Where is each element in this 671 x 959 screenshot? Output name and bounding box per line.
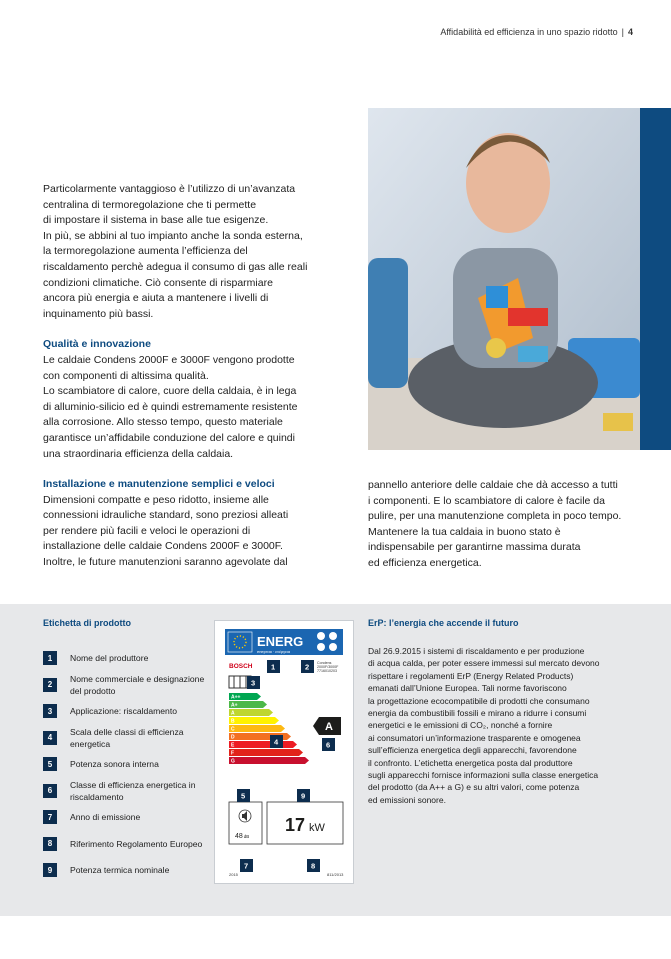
install-cont-line: i componenti. E lo scambiatore di calore è facile da	[368, 494, 605, 507]
product-label-title: Etichetta di prodotto	[43, 618, 131, 628]
intro-line: centralina di termoregolazione che ti permette	[43, 198, 257, 211]
legend-item	[43, 725, 213, 752]
legend-text: Nome commerciale e designazione del prodotto	[70, 673, 205, 696]
label-callout-number: 9	[301, 791, 306, 801]
erp-line: il confronto. L’etichetta energetica posta dal produttore	[368, 757, 573, 768]
legend-text: Riferimento Regolamento Europeo	[70, 838, 203, 849]
photo-illustration	[368, 108, 640, 450]
erp-line: energetici e le emissioni di CO₂, nonché a fornire	[368, 720, 553, 731]
legend-item	[43, 645, 213, 672]
legend-number: 4	[43, 731, 57, 745]
energy-class-bar	[229, 725, 285, 732]
label-callout-number: 2	[305, 662, 310, 672]
page-header: Affidabilità ed efficienza in uno spazio ridotto | 4	[440, 27, 633, 37]
intro-line: la termoregolazione aumenta l’efficienza del	[43, 245, 248, 258]
legend-number: 2	[43, 678, 57, 692]
install-continued-column	[368, 478, 648, 572]
label-callout-number: 7	[244, 861, 249, 871]
legend-number: 1	[43, 651, 57, 665]
legend-number: 6	[43, 784, 57, 798]
erp-line: Dal 26.9.2015 i sistemi di riscaldamento e per produzione	[368, 646, 585, 656]
legend-item	[43, 672, 213, 699]
header-title: Affidabilità ed efficienza in uno spazio ridotto	[440, 27, 618, 37]
energy-class-bar	[229, 717, 279, 724]
intro-line: condizioni climatiche. Ciò consente di risparmiare	[43, 276, 273, 289]
install-line: per rendere più facili e veloci le operazioni di	[43, 524, 251, 537]
quality-line: garantisce un’affidabile conduzione del calore e quindi	[43, 431, 295, 444]
speaker-icon	[239, 810, 251, 822]
blue-accent-bar	[640, 108, 671, 450]
label-callout-number: 4	[274, 737, 279, 747]
model-line: Condens	[317, 661, 332, 665]
child-playing-photo	[368, 108, 640, 450]
legend-text: Nome del produttore	[70, 653, 149, 664]
energy-class-label: D	[231, 734, 235, 741]
erp-line: ai consumatori un’informazione trasparente e omogenea	[368, 732, 581, 743]
model-line: 7716010203	[317, 669, 337, 673]
eu-flag-icon	[228, 632, 252, 652]
noise-value: 48dB	[235, 833, 250, 840]
legend-number: 5	[43, 757, 57, 771]
brand-name: BOSCH	[229, 663, 253, 670]
intro-line: In più, se abbini al tuo impianto anche la sonda esterna,	[43, 229, 303, 242]
install-cont-line: Mantenere la tua caldaia in buono stato è	[368, 525, 561, 538]
energ-subtitle: енергия · ενέργεια	[257, 649, 291, 654]
legend-text: Classe di efficienza energetica in riscaldamento	[70, 779, 196, 802]
energy-class-bar	[229, 749, 303, 756]
label-callout-number: 1	[271, 662, 276, 672]
label-callout-number: 8	[311, 861, 316, 871]
erp-line: rispettare i regolamenti ErP (Energy Related Products)	[368, 670, 574, 681]
label-legend	[43, 645, 213, 884]
legend-item	[43, 831, 213, 858]
legend-number: 7	[43, 810, 57, 824]
install-cont-line: ed efficienza energetica.	[368, 556, 482, 569]
erp-line: del prodotto (da A++ a G) e su altri valori, come potenza	[368, 782, 580, 793]
quality-line: alla corrosione. Allo stesso tempo, questo materiale	[43, 416, 283, 429]
install-cont-line: pannello anteriore delle caldaie che dà accesso a tutti	[368, 479, 618, 491]
legend-item	[43, 778, 213, 805]
energy-class-bar	[229, 709, 273, 716]
legend-text: Anno di emissione	[70, 812, 141, 823]
install-line: installazione delle caldaie Condens 2000F e 3000F.	[43, 540, 283, 553]
erp-line: sugli apparecchi fornisce informazioni sulla classe energetica	[368, 770, 599, 781]
model-line: 2000F/3000F	[317, 665, 339, 669]
page-number: 4	[627, 27, 633, 37]
energy-class-label: F	[231, 750, 235, 757]
erp-line: di acqua calda, per poter essere immessi sul mercato devono	[368, 658, 600, 669]
erp-line: energia da combustibili fossili e mirano a ridurre i consumi	[368, 708, 587, 719]
quality-line: con componenti di altissima qualità.	[43, 369, 209, 382]
legend-number: 8	[43, 837, 57, 851]
legend-number: 9	[43, 863, 57, 877]
intro-line: inquinamento più bassi.	[43, 307, 154, 320]
install-line: connessioni idrauliche standard, sono preziosi alleati	[43, 509, 289, 522]
energy-class-label: G	[231, 758, 235, 765]
energy-class-label: C	[231, 726, 235, 733]
legend-text: Scala delle classi di efficienza energetica	[70, 726, 184, 749]
energy-class-bar	[229, 757, 309, 764]
energy-class-label: A++	[231, 694, 241, 701]
power-value: 17 kW	[285, 815, 325, 835]
legend-item	[43, 698, 213, 725]
install-line: Inoltre, le future manutenzioni saranno agevolate dal	[43, 556, 288, 569]
energy-class-label: A+	[231, 702, 238, 709]
label-year: 2015	[229, 872, 238, 877]
label-callout-number: 5	[241, 791, 246, 801]
energy-class-label: E	[231, 742, 235, 749]
install-cont-line: indispensabile per garantirne massima durata	[368, 541, 581, 554]
legend-number: 3	[43, 704, 57, 718]
label-regulation: 811/2013	[327, 872, 344, 877]
erp-line: sull’efficienza energetica degli apparecchi, favorendone	[368, 745, 577, 756]
install-line: Dimensioni compatte e peso ridotto, insieme alle	[43, 493, 269, 506]
legend-text: Applicazione: riscaldamento	[70, 706, 178, 717]
quality-line: Lo scambiatore di calore, cuore della caldaia, è in lega	[43, 385, 297, 398]
legend-text: Potenza termica nominale	[70, 865, 170, 876]
quality-line: una straordinaria efficienza della caldaia.	[43, 447, 234, 460]
intro-line: riscaldamento perchè adegua il consumo di gas alle reali	[43, 260, 308, 273]
energy-class-bar	[229, 741, 297, 748]
install-cont-line: pulire, per una manutenzione completa in poco tempo.	[368, 510, 622, 523]
erp-line: ed emissioni sonore.	[368, 794, 446, 805]
erp-title: ErP: l’energia che accende il futuro	[368, 618, 519, 628]
energy-class-label: A	[231, 710, 235, 717]
legend-item	[43, 751, 213, 778]
erp-line: emanati dall’Unione Europea. Tali norme favoriscono	[368, 683, 567, 694]
legend-item	[43, 857, 213, 884]
energ-text: ENERG	[257, 634, 304, 649]
quality-line: Le caldaie Condens 2000F e 3000F vengono prodotte	[43, 353, 295, 366]
intro-line: ancora più energia e aiuta a mantenere i livelli di	[43, 292, 269, 305]
label-callout-number: 6	[326, 740, 331, 750]
legend-text: Potenza sonora interna	[70, 759, 159, 770]
intro-line: di impostare il sistema in base alle tue esigenze.	[43, 214, 269, 227]
energy-class-label: B	[231, 718, 235, 725]
label-callout-number: 3	[251, 678, 256, 688]
quality-line: di alluminio-silicio ed è quindi estremamente resistente	[43, 400, 298, 413]
rating-value: A	[325, 721, 333, 733]
energy-label-graphic	[215, 621, 353, 883]
intro-column	[43, 182, 333, 571]
legend-item	[43, 804, 213, 831]
intro-line: Particolarmente vantaggioso è l’utilizzo di un’avanzata	[43, 183, 296, 195]
quality-heading: Qualità e innovazione	[43, 338, 151, 351]
erp-text	[368, 645, 638, 806]
energy-label	[214, 620, 354, 884]
erp-line: la progettazione ecocompatibile di prodotti che consumano	[368, 695, 590, 706]
install-heading: Installazione e manutenzione semplici e veloci	[43, 478, 275, 491]
